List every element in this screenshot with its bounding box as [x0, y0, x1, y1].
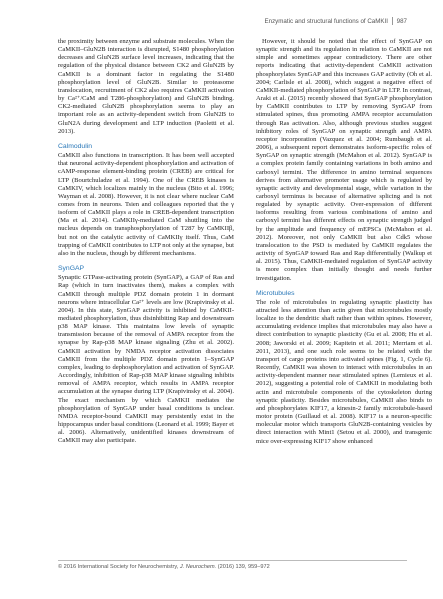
- syngap-heading: SynGAP: [58, 265, 85, 273]
- footer-copyright: © 2016 International Society for Neurochemistry,: [58, 564, 180, 570]
- left-column: [58, 38, 234, 446]
- running-title: Enzymatic and structural functions of CaMKII: [264, 17, 388, 25]
- footer-journal: J. Neurochem.: [179, 564, 217, 570]
- page-number: 987: [396, 17, 407, 25]
- calmodulin-heading: Calmodulin: [58, 142, 93, 150]
- calmodulin-paragraph: CaMKII also functions in transcription. It has been well accepted that neuronal activity-dependent phosphorylation and activation of cAMP-response element-binding protein (CREB) are critical for LTP (Bourtchuladze et al. 1994). One of the CREB kinases is CaMKIV, which localizes mainly in the nucleus (Bito et al. 1996; Wayman et al. 2008). However, it is not clear where nuclear CaM comes from in neurons. Tsien and colleagues reported that the γ isoform of CaMKII plays a role in CREB-dependent transcription (Ma et al. 2014). CaMKIIγ-mediated CaM shuttling into the nucleus depends on transphosphorylation of T287 by CaMKIIβ, but not on the catalytic activity of CaMKIIγ itself. Thus, CaM trapping of CaMKII contributes to LTP not only at the synapse, but also in the nucleus, though by different mechanisms.: [58, 152, 234, 257]
- microtubules-paragraph: The role of microtubules in regulating synaptic plasticity has attracted less attention than actin given that microtubules mostly localize to the dendritic shaft rather than within spines. However, accumulating evidence implies that microtubules may also have a direct contribution to synaptic plasticity (Gu et al. 2008; Hu et al. 2008; Jaworski et al. 2009; Kapitein et al. 2011; Merriam et al. 2011, 2013), and one such role seems to be related with the transport of cargo proteins into activated spines (Fig. 1, Cycle 6). Recently, CaMKII was shown to interact with microtubules in an activity-dependent manner near stimulated spines (Lemieux et al. 2012), suggesting a potential role of CaMKII in modulating both actin and microtubule components of the cytoskeleton during synaptic plasticity. Besides microtubules, CaMKII also binds to and phosphorylates KIF17, a kinesin-2 family microtubule-based motor protein (Guillaud et al. 2008). KIF17 is a neuron-specific molecular motor which transports GluN2B-containing vesicles by direct interaction with Mint1 (Setou et al. 2000), and transgenic mice over-expressing KIF17 show enhanced: [256, 298, 432, 445]
- syngap-continued-paragraph: However, it should be noted that the effect of SynGAP on synaptic strength and its regulation in relation to CaMKII are not simple and sometimes appear contradictory. There are other reports indicating that activity-dependent CaMKII activation phosphorylates SynGAP and this increases GAP activity (Oh et al. 2004; Carlisle et al. 2008), which suggest a negative effect of CaMKII-mediated phosphorylation of SynGAP in LTP. In contrast, Araki et al. (2015) recently showed that SynGAP phosphorylation by CaMKII contributes to LTP by removing SynGAP from stimulated spines, thus promoting AMPA receptor accumulation through Ras activation. Also, although previous studies suggest inhibitory roles of SynGAP on synaptic strength and AMPA receptor incorporation (Vazquez et al. 2004; Rumbaugh et al. 2006), a subsequent report demonstrates isoform-specific roles of SynGAP on synaptic strength (McMahon et al. 2012). SynGAP is a complex protein family containing variations in both amino and carboxyl termini. The difference in amino terminal sequences derives from alternative promoter usage which is regulated by synaptic activity and developmental stage, while variation in the carboxyl terminus is because of alternative splicing and is not regulated by synaptic activity. Over-expression of different isoforms resulting from various combinations of amino and carboxyl termini has different effects on synaptic strength judged by the amplitude and frequency of mEPSCs (McMahon et al. 2012). Moreover, not only CaMKII but also Cdk5 whose translocation to the PSD is mediated by CaMKII regulates the activity of SynGAP toward Ras and Rap differentially (Walkup et al. 2015). Thus, CaMKII-mediated regulation of SynGAP activity is more complex than initially thought and needs further investigation.: [256, 38, 432, 282]
- running-header: [265, 16, 407, 26]
- right-column: [256, 38, 432, 446]
- intro-paragraph: the proximity between enzyme and substrate molecules. When the CaMKII–GluN2B interaction is disrupted, S1480 phosphorylation decreases and GluN2B surface level increases, indicating that the regulation of the physical distance between CK2 and GluN2B by CaMKII is a dominant factor in regulating the S1480 phosphorylation level of GluN2B. Similar to proteasome translocation, recruitment of CK2 also requires CaMKII activation by Ca²⁺/CaM and T286-phosphorylation) and GluN2B binding. CK2-mediated GluN2B phosphorylation seems to play an important role as an activity-dependent switch from GluN2B to GluN2A during development and LTP induction (Paoletti et al. 2013).: [58, 38, 234, 135]
- footer-citation: (2016) 139, 959–972: [216, 564, 270, 570]
- microtubules-heading: Microtubules: [256, 289, 295, 297]
- page-footer: [58, 560, 407, 570]
- header-divider: [392, 17, 393, 25]
- syngap-paragraph: Synaptic GTPase-activating protein (SynGAP), a GAP of Ras and Rap (which in turn inactivates them), makes a complex with CaMKII through multiple PDZ domain protein 1 in dormant neurons where intracellular Ca²⁺ levels are low (Krapivinsky et al. 2004). In this state, SynGAP activity is inhibited by CaMKII-mediated phosphorylation, thus disinhibiting Rap and downstream p38 MAP kinase. This maintains low levels of synaptic transmission because of the removal of AMPA receptor from the synapse by Rap-p38 MAP kinase signaling (Zhu et al. 2002). CaMKII activation by NMDA receptor activation dissociates CaMKII from the multiple PDZ domain protein 1–SynGAP complex, leading to dephosphorylation and activation of SynGAP. Accordingly, inhibition of Rap-p38 MAP kinase signaling inhibits removal of AMPA receptor, which results in AMPA receptor accumulation at the synapse during LTP (Krapivinsky et al. 2004). The exact mechanism by which CaMKII mediates the phosphorylation of SynGAP under basal conditions is unclear. NMDA receptor-bound CaMKII may persistently exist in the hippocampus under basal conditions (Leonard et al. 1999; Bayer et al. 2006). Alternatively, unidentified kinases downstream of CaMKII may also participate.: [58, 274, 234, 445]
